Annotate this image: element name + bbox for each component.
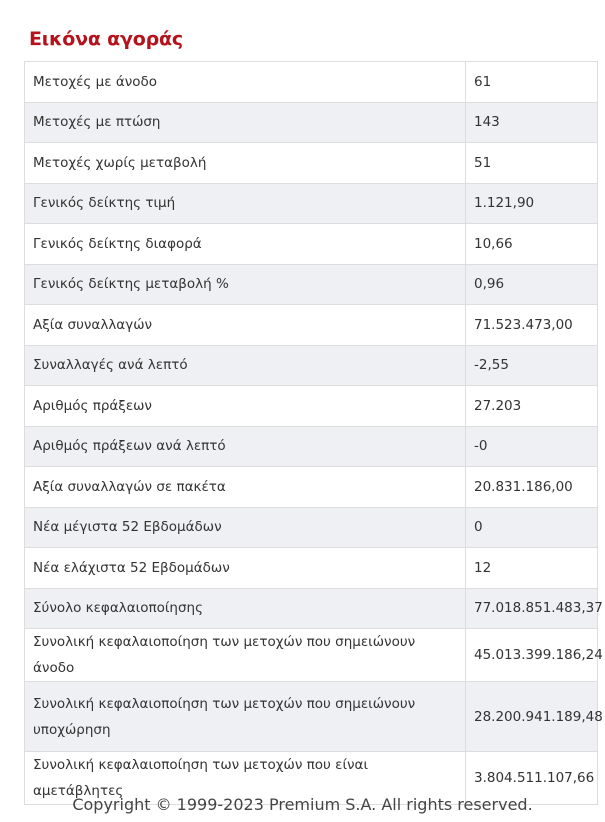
table-row: [25, 386, 598, 427]
row-label: Συνολική κεφαλαιοποίηση των μετοχών που είναι αμετάβλητες: [25, 752, 466, 805]
table-row: [25, 467, 598, 508]
table-row: [25, 588, 598, 629]
row-value: 3.804.511.107,66: [466, 752, 598, 805]
row-label: Γενικός δείκτης μεταβολή %: [25, 264, 466, 305]
table-row: [25, 345, 598, 386]
row-value: 20.831.186,00: [466, 467, 598, 508]
row-value: 0,96: [466, 264, 598, 305]
row-label: Συνολική κεφαλαιοποίηση των μετοχών που σημειώνουν άνοδο: [25, 629, 466, 682]
table-row: [25, 264, 598, 305]
table-row: [25, 102, 598, 143]
row-value: 61: [466, 62, 598, 103]
market-overview-table: [24, 61, 603, 805]
row-label: Μετοχές χωρίς μεταβολή: [25, 143, 466, 184]
row-label: Αξία συναλλαγών: [25, 305, 466, 346]
row-value: 51: [466, 143, 598, 184]
table-row: [25, 305, 598, 346]
row-value: 10,66: [466, 224, 598, 265]
row-label: Μετοχές με άνοδο: [25, 62, 466, 103]
row-label: Αξία συναλλαγών σε πακέτα: [25, 467, 466, 508]
table-row: [25, 548, 598, 589]
row-label: Νέα ελάχιστα 52 Εβδομάδων: [25, 548, 466, 589]
table-row: [25, 507, 598, 548]
row-label: Αριθμός πράξεων: [25, 386, 466, 427]
table-row: [25, 682, 598, 752]
copyright-footer: Copyright © 1999-2023 Premium S.A. All rights reserved.: [72, 795, 533, 814]
row-value: 71.523.473,00: [466, 305, 598, 346]
row-value: 12: [466, 548, 598, 589]
row-label: Αριθμός πράξεων ανά λεπτό: [25, 426, 466, 467]
row-value: 27.203: [466, 386, 598, 427]
row-label: Συνολική κεφαλαιοποίηση των μετοχών που σημειώνουν υποχώρηση: [25, 682, 466, 752]
row-value: 45.013.399.186,24: [466, 629, 598, 682]
row-label: Γενικός δείκτης τιμή: [25, 183, 466, 224]
section-title: Εικόνα αγοράς: [29, 28, 183, 50]
table-row: [25, 426, 598, 467]
row-value: -0: [466, 426, 598, 467]
table-row: [25, 143, 598, 184]
table-row: [25, 183, 598, 224]
row-value: -2,55: [466, 345, 598, 386]
row-value: 0: [466, 507, 598, 548]
row-label: Συναλλαγές ανά λεπτό: [25, 345, 466, 386]
row-value: 1.121,90: [466, 183, 598, 224]
row-value: 77.018.851.483,37: [466, 588, 598, 629]
row-label: Γενικός δείκτης διαφορά: [25, 224, 466, 265]
row-label: Μετοχές με πτώση: [25, 102, 466, 143]
table-row: [25, 224, 598, 265]
row-label: Νέα μέγιστα 52 Εβδομάδων: [25, 507, 466, 548]
row-value: 28.200.941.189,48: [466, 682, 598, 752]
table-row: [25, 629, 598, 682]
row-value: 143: [466, 102, 598, 143]
row-label: Σύνολο κεφαλαιοποίησης: [25, 588, 466, 629]
table-row: [25, 62, 598, 103]
